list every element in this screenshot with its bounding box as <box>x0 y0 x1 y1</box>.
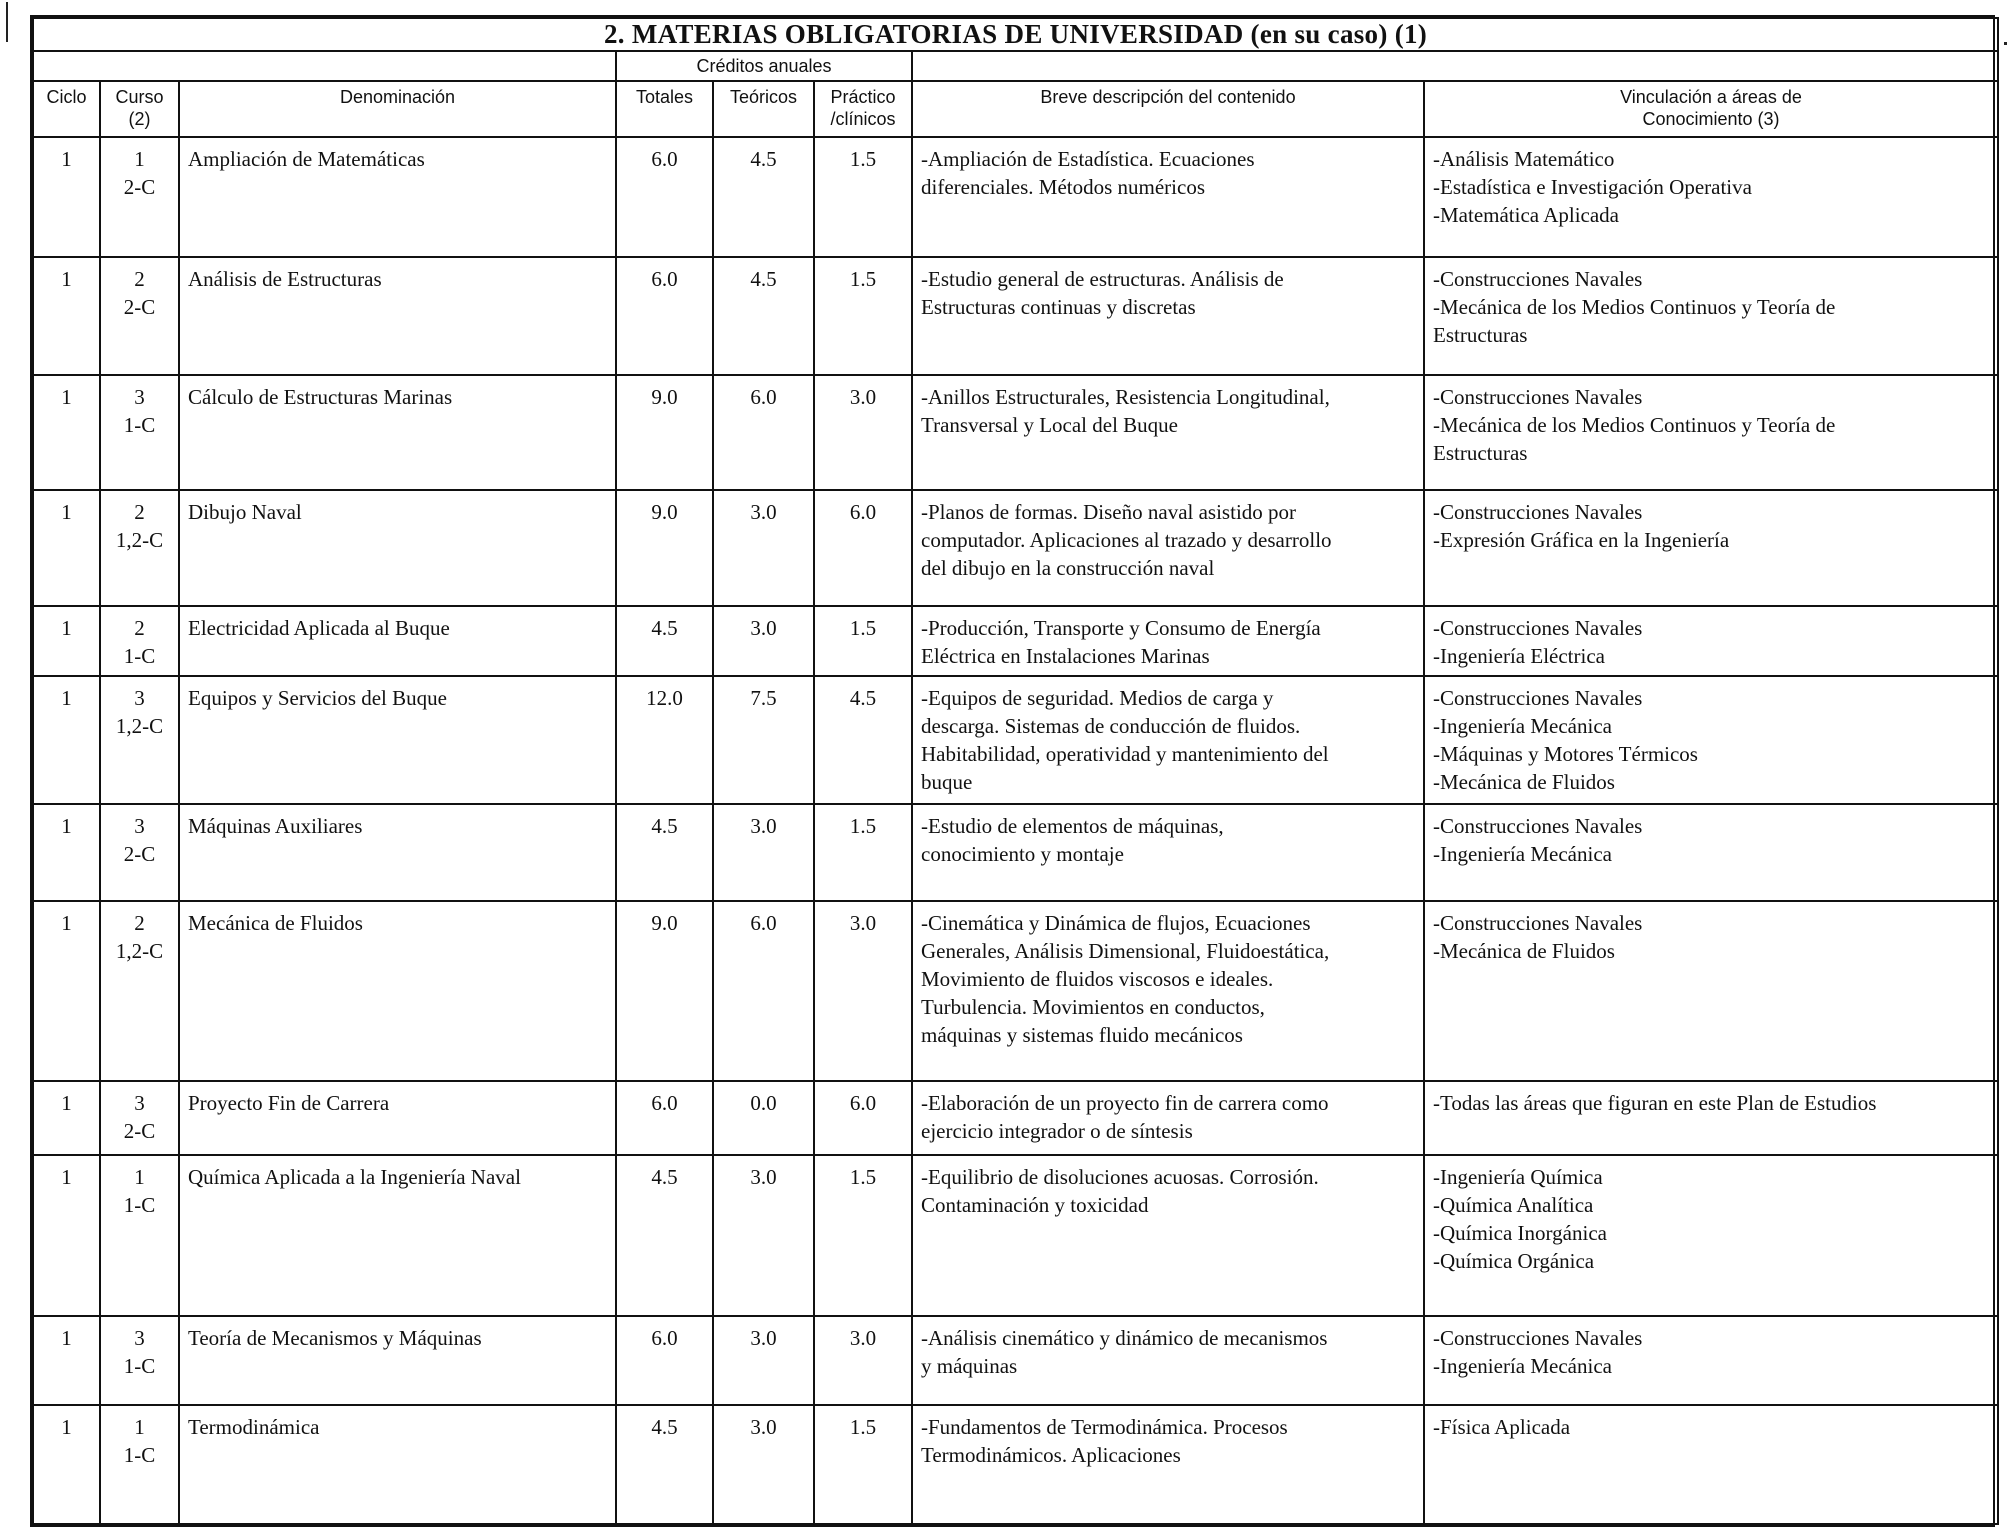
header-totales: Totales <box>616 81 713 137</box>
cell-practicos: 1.5 <box>814 1405 912 1525</box>
header-denominacion: Denominación <box>179 81 616 137</box>
cell-ciclo: 1 <box>33 375 100 489</box>
cell-vinculacion <box>1424 606 1998 676</box>
cell-descripcion <box>912 257 1424 375</box>
cell-denominacion: Mecánica de Fluidos <box>179 901 616 1082</box>
cell-practicos: 1.5 <box>814 804 912 901</box>
cell-vinculacion <box>1424 137 1998 256</box>
scan-mark-right <box>2004 42 2007 45</box>
descripcion-line: Transversal y Local del Buque <box>921 413 1179 438</box>
cell-descripcion <box>912 1155 1424 1317</box>
cell-ciclo: 1 <box>33 490 100 606</box>
header-vinculacion <box>1424 81 1998 137</box>
cell-curso <box>100 490 179 606</box>
cell-vinculacion <box>1424 901 1998 1082</box>
descripcion-line: Habitabilidad, operatividad y mantenimiento del <box>921 742 1329 767</box>
cell-curso <box>100 257 179 375</box>
cell-ciclo: 1 <box>33 1155 100 1317</box>
table-title: 2. MATERIAS OBLIGATORIAS DE UNIVERSIDAD (en su caso) (1) <box>33 18 1998 51</box>
vinculacion-line: -Mecánica de Fluidos <box>1433 938 1615 963</box>
table-row <box>33 1316 1998 1404</box>
cell-practicos: 1.5 <box>814 1155 912 1317</box>
curso-line: 1 <box>134 1164 145 1189</box>
cell-descripcion <box>912 606 1424 676</box>
curso-line: 3 <box>134 1326 145 1351</box>
cell-totales: 4.5 <box>616 606 713 676</box>
descripcion-line: ejercicio integrador o de síntesis <box>921 1119 1193 1144</box>
cell-descripcion <box>912 375 1424 489</box>
cell-ciclo: 1 <box>33 257 100 375</box>
cell-denominacion: Análisis de Estructuras <box>179 257 616 375</box>
cell-curso <box>100 1081 179 1154</box>
descripcion-line: y máquinas <box>921 1354 1018 1379</box>
cell-practicos: 3.0 <box>814 901 912 1082</box>
table-row <box>33 1081 1998 1154</box>
curso-line: 3 <box>134 813 145 838</box>
vinculacion-line: -Construcciones Navales <box>1433 686 1643 711</box>
curso-line: 1,2-C <box>115 938 164 963</box>
curso-line: 1-C <box>123 1192 156 1217</box>
cell-curso <box>100 1155 179 1317</box>
cell-vinculacion <box>1424 1316 1998 1404</box>
cell-denominacion: Máquinas Auxiliares <box>179 804 616 901</box>
cell-vinculacion <box>1424 1405 1998 1525</box>
descripcion-line: buque <box>921 770 973 795</box>
curso-line: 3 <box>134 385 145 410</box>
cell-practicos: 6.0 <box>814 1081 912 1154</box>
cell-descripcion <box>912 1316 1424 1404</box>
cell-totales: 6.0 <box>616 1081 713 1154</box>
cell-practicos: 1.5 <box>814 257 912 375</box>
cell-ciclo: 1 <box>33 1316 100 1404</box>
vinculacion-line: -Ingeniería Química <box>1433 1164 1603 1189</box>
vinculacion-line: -Construcciones Navales <box>1433 266 1643 291</box>
descripcion-line: Generales, Análisis Dimensional, Fluidoestática, <box>921 938 1330 963</box>
vinculacion-line: -Mecánica de Fluidos <box>1433 770 1615 795</box>
curso-line: 2 <box>134 910 145 935</box>
cell-practicos: 3.0 <box>814 375 912 489</box>
curso-line: 2-C <box>123 294 156 319</box>
vinculacion-line: -Análisis Matemático <box>1433 147 1615 172</box>
header-curso-note: (2) <box>128 109 151 130</box>
cell-teoricos: 6.0 <box>713 375 814 489</box>
cell-curso <box>100 1405 179 1525</box>
curso-line: 3 <box>134 1091 145 1116</box>
cell-curso <box>100 137 179 256</box>
descripcion-line: -Cinemática y Dinámica de flujos, Ecuaciones <box>921 910 1311 935</box>
header-spacer-right <box>912 51 1998 81</box>
descripcion-line: -Estudio general de estructuras. Análisis de <box>921 266 1284 291</box>
descripcion-line: descarga. Sistemas de conducción de fluidos. <box>921 714 1301 739</box>
cell-teoricos: 3.0 <box>713 804 814 901</box>
cell-vinculacion <box>1424 676 1998 803</box>
curso-line: 2 <box>134 266 145 291</box>
vinculacion-line: -Matemática Aplicada <box>1433 203 1619 228</box>
descripcion-line: Movimiento de fluidos viscosos e ideales. <box>921 966 1274 991</box>
descripcion-line: Termodinámicos. Aplicaciones <box>921 1442 1181 1467</box>
cell-curso <box>100 606 179 676</box>
cell-ciclo: 1 <box>33 804 100 901</box>
cell-vinculacion <box>1424 490 1998 606</box>
curso-line: 3 <box>134 686 145 711</box>
header-practicos-line: Práctico <box>830 87 896 108</box>
vinculacion-line: -Química Analítica <box>1433 1192 1594 1217</box>
header-ciclo: Ciclo <box>33 81 100 137</box>
vinculacion-line: -Construcciones Navales <box>1433 615 1643 640</box>
vinculacion-line: -Química Orgánica <box>1433 1248 1595 1273</box>
cell-totales: 9.0 <box>616 901 713 1082</box>
vinculacion-line: -Construcciones Navales <box>1433 1326 1643 1351</box>
curso-line: 1-C <box>123 1354 156 1379</box>
cell-denominacion: Ampliación de Matemáticas <box>179 137 616 256</box>
cell-ciclo: 1 <box>33 901 100 1082</box>
credits-group-header: Créditos anuales <box>616 51 912 81</box>
descripcion-line: -Estudio de elementos de máquinas, <box>921 813 1224 838</box>
cell-denominacion: Proyecto Fin de Carrera <box>179 1081 616 1154</box>
cell-totales: 9.0 <box>616 490 713 606</box>
curso-line: 2-C <box>123 175 156 200</box>
vinculacion-line: -Ingeniería Mecánica <box>1433 1354 1612 1379</box>
descripcion-line: Turbulencia. Movimientos en conductos, <box>921 994 1265 1019</box>
vinculacion-line: -Mecánica de los Medios Continuos y Teoría de <box>1433 413 1836 438</box>
cell-practicos: 4.5 <box>814 676 912 803</box>
cell-totales: 4.5 <box>616 1405 713 1525</box>
cell-ciclo: 1 <box>33 676 100 803</box>
descripcion-line: computador. Aplicaciones al trazado y desarrollo <box>921 527 1332 552</box>
table-row <box>33 676 1998 803</box>
header-vinculacion-line2: Conocimiento (3) <box>1642 109 1780 130</box>
cell-totales: 12.0 <box>616 676 713 803</box>
curso-line: 2 <box>134 499 145 524</box>
descripcion-line: -Análisis cinemático y dinámico de mecanismos <box>921 1326 1328 1351</box>
cell-curso <box>100 676 179 803</box>
header-curso <box>100 81 179 137</box>
descripcion-line: -Elaboración de un proyecto fin de carrera como <box>921 1091 1329 1116</box>
cell-curso <box>100 375 179 489</box>
cell-denominacion: Cálculo de Estructuras Marinas <box>179 375 616 489</box>
descripcion-line: del dibujo en la construcción naval <box>921 555 1215 580</box>
curso-line: 1 <box>134 1414 145 1439</box>
cell-vinculacion <box>1424 257 1998 375</box>
cell-descripcion <box>912 1405 1424 1525</box>
cell-descripcion <box>912 676 1424 803</box>
table-row <box>33 901 1998 1082</box>
cell-denominacion: Electricidad Aplicada al Buque <box>179 606 616 676</box>
descripcion-line: -Equilibrio de disoluciones acuosas. Corrosión. <box>921 1164 1319 1189</box>
cell-teoricos: 6.0 <box>713 901 814 1082</box>
vinculacion-line: -Construcciones Navales <box>1433 385 1643 410</box>
table-row <box>33 257 1998 375</box>
cell-curso <box>100 901 179 1082</box>
header-vinculacion-line: Vinculación a áreas de <box>1620 87 1802 108</box>
vinculacion-line: -Química Inorgánica <box>1433 1220 1607 1245</box>
cell-denominacion: Equipos y Servicios del Buque <box>179 676 616 803</box>
table-row <box>33 804 1998 901</box>
cell-teoricos: 7.5 <box>713 676 814 803</box>
curso-line: 1-C <box>123 1442 156 1467</box>
vinculacion-line: -Construcciones Navales <box>1433 499 1643 524</box>
cell-teoricos: 0.0 <box>713 1081 814 1154</box>
descripcion-line: Estructuras continuas y discretas <box>921 294 1196 319</box>
cell-teoricos: 3.0 <box>713 1316 814 1404</box>
vinculacion-line: -Ingeniería Mecánica <box>1433 714 1612 739</box>
descripcion-line: -Planos de formas. Diseño naval asistido por <box>921 499 1297 524</box>
vinculacion-line: -Estadística e Investigación Operativa <box>1433 175 1752 200</box>
cell-denominacion: Teoría de Mecanismos y Máquinas <box>179 1316 616 1404</box>
cell-totales: 4.5 <box>616 1155 713 1317</box>
vinculacion-line: -Construcciones Navales <box>1433 910 1643 935</box>
vinculacion-line: -Física Aplicada <box>1433 1414 1571 1439</box>
cell-vinculacion <box>1424 804 1998 901</box>
vinculacion-line: Estructuras <box>1433 441 1528 466</box>
cell-denominacion: Química Aplicada a la Ingeniería Naval <box>179 1155 616 1317</box>
cell-ciclo: 1 <box>33 137 100 256</box>
descripcion-line: -Ampliación de Estadística. Ecuaciones <box>921 147 1255 172</box>
cell-ciclo: 1 <box>33 1081 100 1154</box>
cell-descripcion <box>912 1081 1424 1154</box>
scan-mark-left <box>6 2 8 42</box>
cell-descripcion <box>912 137 1424 256</box>
table-row <box>33 490 1998 606</box>
curso-line: 2-C <box>123 1119 156 1144</box>
curso-line: 1 <box>134 147 145 172</box>
cell-vinculacion <box>1424 375 1998 489</box>
header-practicos <box>814 81 912 137</box>
cell-teoricos: 3.0 <box>713 1405 814 1525</box>
subjects-table <box>32 17 1999 1525</box>
cell-teoricos: 3.0 <box>713 1155 814 1317</box>
descripcion-line: conocimiento y montaje <box>921 841 1124 866</box>
cell-ciclo: 1 <box>33 606 100 676</box>
cell-descripcion <box>912 490 1424 606</box>
descripcion-line: diferenciales. Métodos numéricos <box>921 175 1205 200</box>
cell-teoricos: 3.0 <box>713 606 814 676</box>
curso-line: 1,2-C <box>115 527 164 552</box>
vinculacion-line: -Ingeniería Mecánica <box>1433 841 1612 866</box>
vinculacion-line: -Máquinas y Motores Térmicos <box>1433 742 1698 767</box>
table-row <box>33 137 1998 256</box>
curso-line: 1,2-C <box>115 714 164 739</box>
cell-teoricos: 4.5 <box>713 257 814 375</box>
vinculacion-line: Estructuras <box>1433 322 1528 347</box>
cell-totales: 9.0 <box>616 375 713 489</box>
table-row <box>33 375 1998 489</box>
curso-line: 2-C <box>123 841 156 866</box>
cell-curso <box>100 1316 179 1404</box>
cell-practicos: 6.0 <box>814 490 912 606</box>
header-practicos-line2: /clínicos <box>830 109 896 130</box>
header-curso-line: Curso <box>115 87 164 108</box>
cell-curso <box>100 804 179 901</box>
cell-descripcion <box>912 804 1424 901</box>
cell-teoricos: 3.0 <box>713 490 814 606</box>
vinculacion-line: -Todas las áreas que figuran en este Plan de Estudios <box>1433 1091 1877 1116</box>
curso-line: 1-C <box>123 413 156 438</box>
cell-vinculacion <box>1424 1155 1998 1317</box>
curso-line: 1-C <box>123 643 156 668</box>
cell-practicos: 1.5 <box>814 137 912 256</box>
cell-denominacion: Dibujo Naval <box>179 490 616 606</box>
cell-practicos: 1.5 <box>814 606 912 676</box>
cell-totales: 4.5 <box>616 804 713 901</box>
descripcion-line: -Fundamentos de Termodinámica. Procesos <box>921 1414 1288 1439</box>
cell-totales: 6.0 <box>616 137 713 256</box>
cell-teoricos: 4.5 <box>713 137 814 256</box>
cell-ciclo: 1 <box>33 1405 100 1525</box>
vinculacion-line: -Mecánica de los Medios Continuos y Teoría de <box>1433 294 1836 319</box>
header-teoricos: Teóricos <box>713 81 814 137</box>
vinculacion-line: -Ingeniería Eléctrica <box>1433 643 1605 668</box>
curso-line: 2 <box>134 615 145 640</box>
document-sheet <box>30 15 1995 1527</box>
table-row <box>33 606 1998 676</box>
vinculacion-line: -Expresión Gráfica en la Ingeniería <box>1433 527 1730 552</box>
table-row <box>33 1155 1998 1317</box>
descripcion-line: máquinas y sistemas fluido mecánicos <box>921 1022 1243 1047</box>
descripcion-line: -Producción, Transporte y Consumo de Energía <box>921 615 1321 640</box>
table-row <box>33 1405 1998 1525</box>
cell-totales: 6.0 <box>616 257 713 375</box>
cell-totales: 6.0 <box>616 1316 713 1404</box>
vinculacion-line: -Construcciones Navales <box>1433 813 1643 838</box>
descripcion-line: -Equipos de seguridad. Medios de carga y <box>921 686 1274 711</box>
cell-practicos: 3.0 <box>814 1316 912 1404</box>
descripcion-line: Contaminación y toxicidad <box>921 1192 1149 1217</box>
cell-denominacion: Termodinámica <box>179 1405 616 1525</box>
descripcion-line: Eléctrica en Instalaciones Marinas <box>921 643 1210 668</box>
cell-descripcion <box>912 901 1424 1082</box>
header-descripcion: Breve descripción del contenido <box>912 81 1424 137</box>
header-spacer-left <box>33 51 616 81</box>
descripcion-line: -Anillos Estructurales, Resistencia Longitudinal, <box>921 385 1330 410</box>
cell-vinculacion <box>1424 1081 1998 1154</box>
